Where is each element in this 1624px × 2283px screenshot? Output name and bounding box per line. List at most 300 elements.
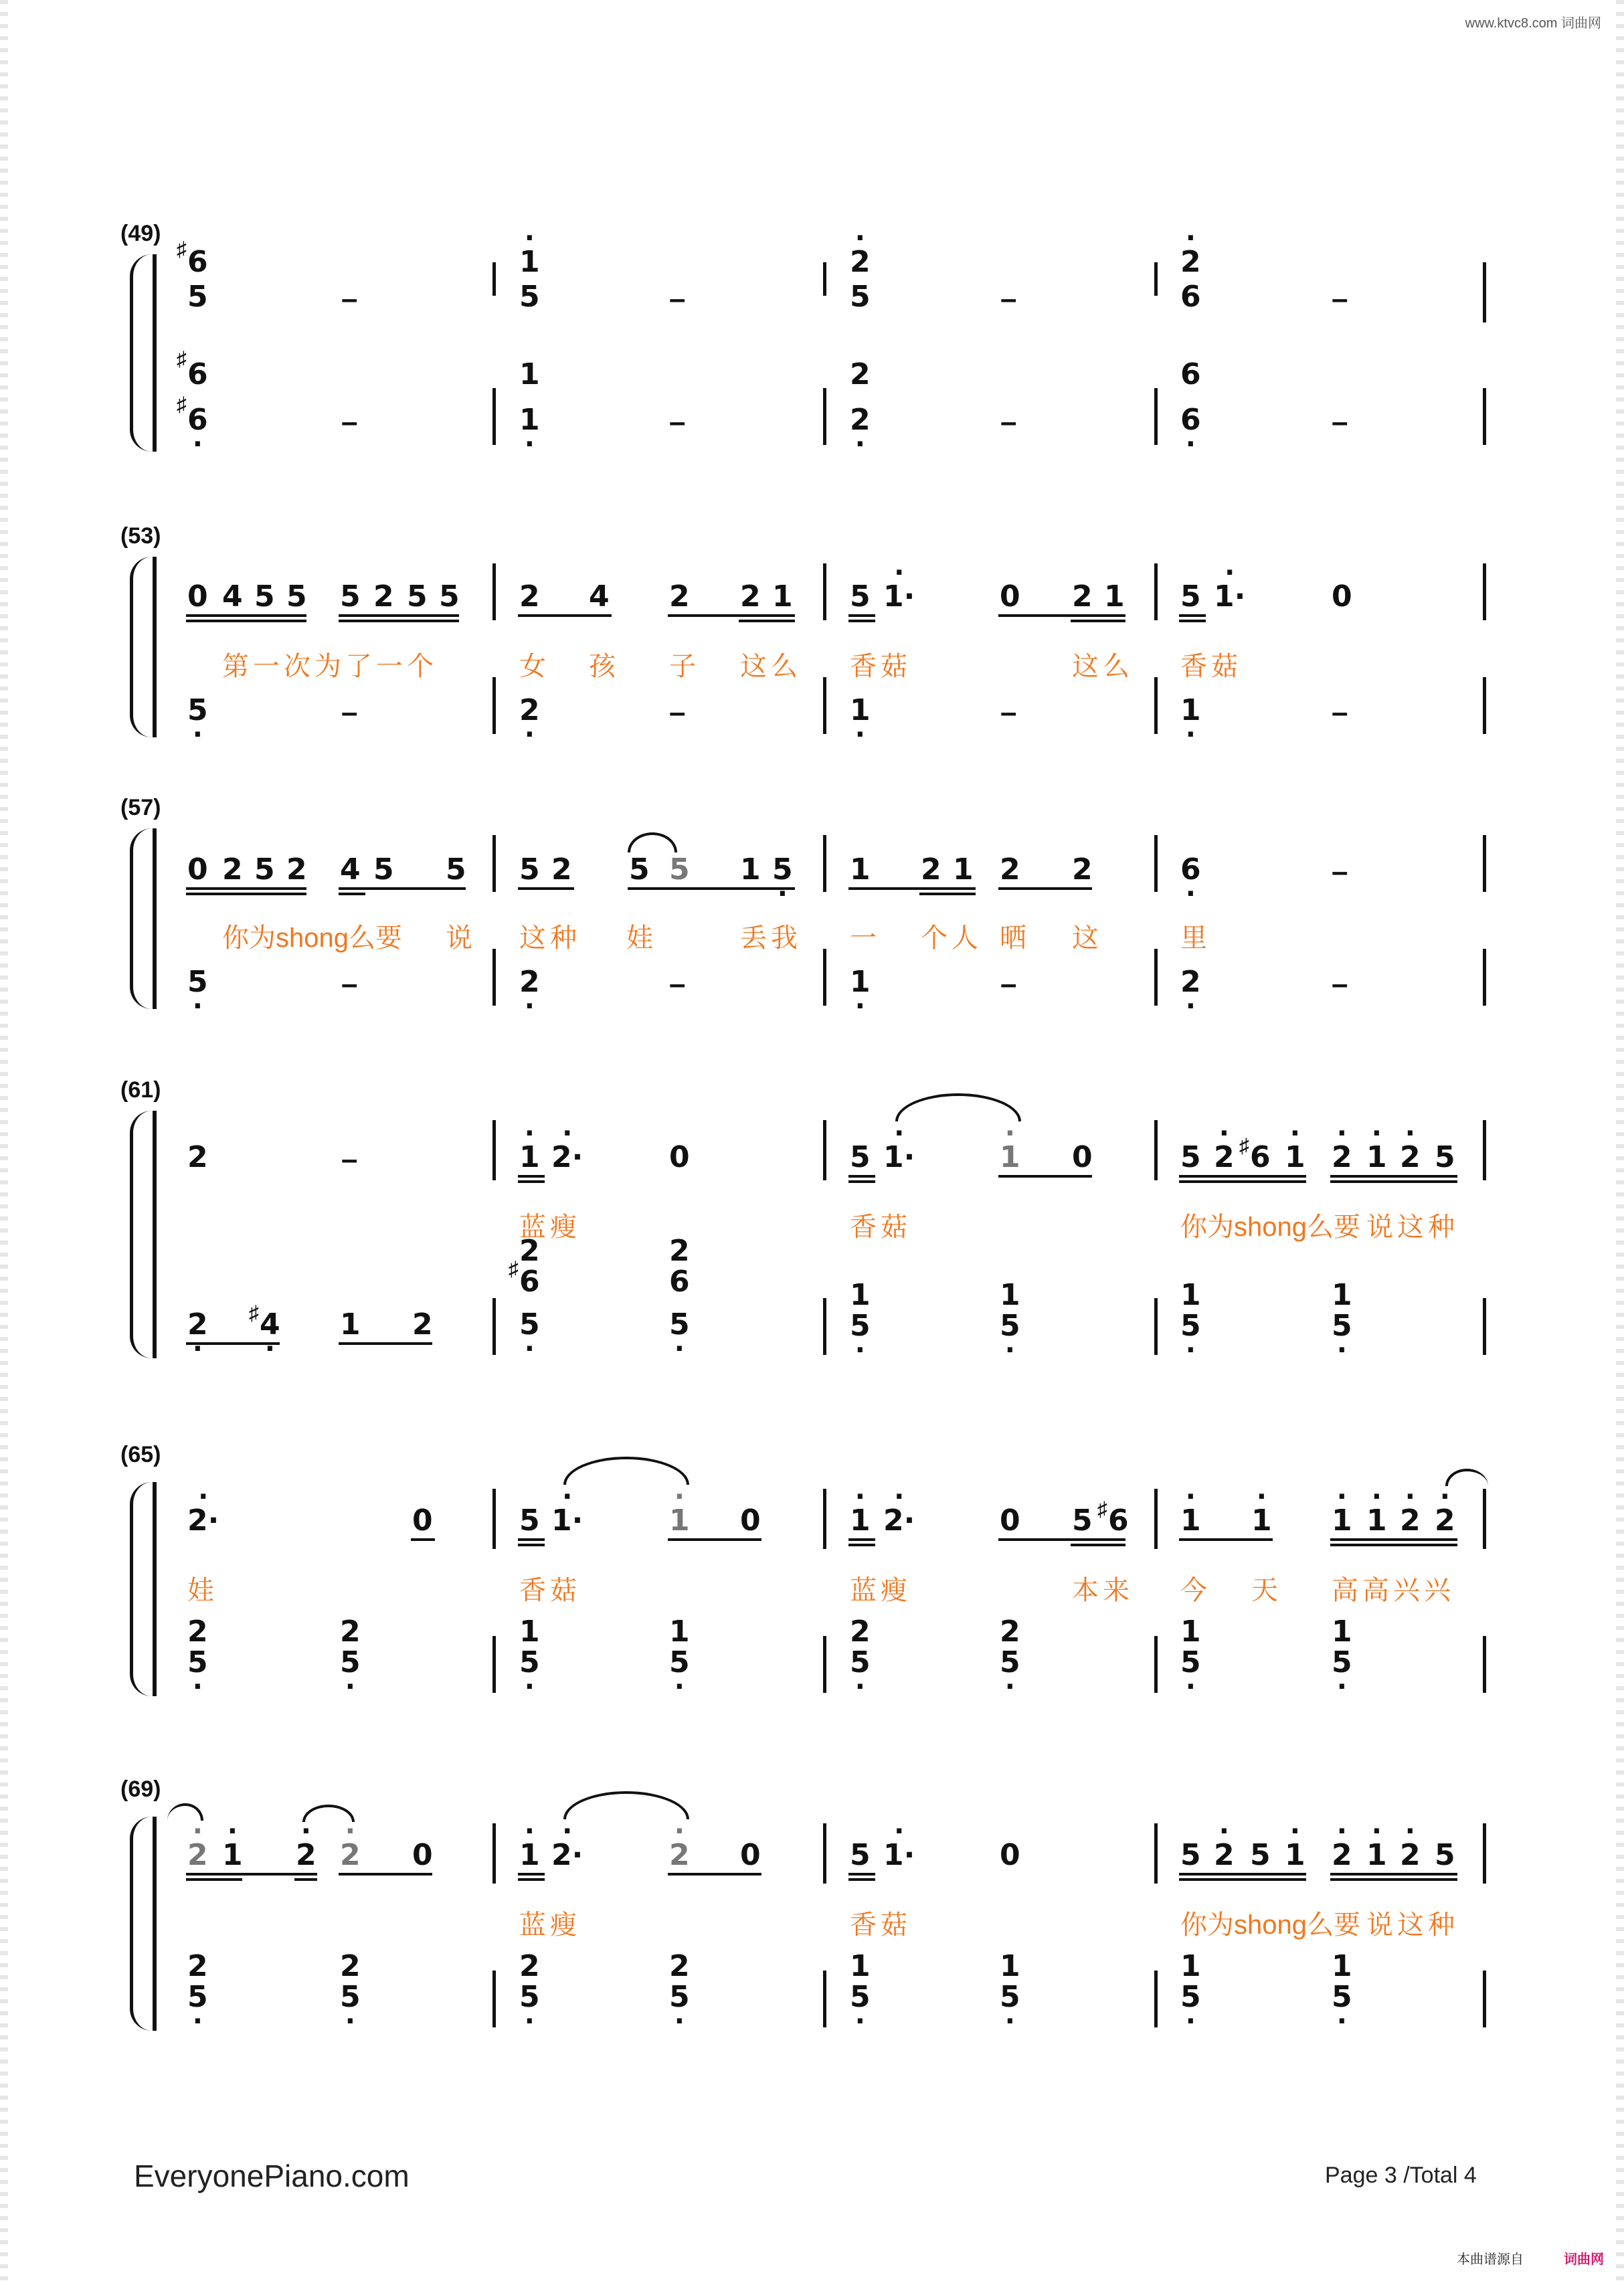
note: 5 · bbox=[340, 1648, 361, 1677]
barline bbox=[492, 835, 496, 892]
lyric: 高高兴兴 bbox=[1332, 1576, 1455, 1605]
note: 2 bbox=[740, 579, 761, 614]
beam bbox=[518, 1873, 545, 1876]
barline bbox=[1483, 1823, 1486, 1884]
beam bbox=[339, 893, 365, 895]
note: 1 · bbox=[850, 696, 871, 725]
lyric: 说 bbox=[446, 923, 476, 953]
barline bbox=[1154, 1298, 1158, 1355]
beam bbox=[518, 1544, 545, 1546]
system-line bbox=[153, 557, 157, 737]
system-brace bbox=[130, 828, 152, 1009]
barline bbox=[823, 262, 826, 296]
beam bbox=[186, 614, 306, 617]
bottom-note bbox=[1457, 2248, 1524, 2268]
beam bbox=[919, 893, 976, 895]
lyric: 本来 bbox=[1072, 1576, 1134, 1605]
note: 6 bbox=[187, 357, 208, 391]
note: 6 bbox=[1180, 280, 1201, 314]
tie bbox=[563, 1791, 689, 1819]
beam bbox=[668, 1873, 761, 1876]
note: 2 bbox=[1000, 852, 1020, 887]
lyric: 蓝瘦 bbox=[850, 1576, 911, 1605]
lyric: 你为shong么要 bbox=[222, 923, 402, 953]
note: 5 · bbox=[1332, 1648, 1352, 1677]
beam bbox=[518, 1878, 545, 1881]
sharp-sign: ♯ bbox=[509, 1258, 519, 1280]
note: 5 · bbox=[519, 1310, 540, 1340]
note: 6 · bbox=[1180, 855, 1201, 885]
lyric: 这么 bbox=[740, 652, 802, 681]
note: 5 bbox=[1180, 1838, 1201, 1872]
note: 5 bbox=[850, 1140, 871, 1174]
note: 5 bbox=[446, 852, 466, 887]
note: 5 · bbox=[1000, 1983, 1020, 2012]
note: 1 · bbox=[850, 968, 871, 997]
note: 5 · bbox=[187, 1648, 208, 1677]
note: 5 bbox=[340, 579, 361, 614]
note: · 1· bbox=[883, 582, 915, 612]
lyric: 这 bbox=[1072, 923, 1103, 953]
note: · 2· bbox=[187, 1506, 219, 1536]
note: 1 bbox=[772, 579, 793, 614]
note: 6 bbox=[187, 245, 208, 279]
lyric: 香菇 bbox=[1180, 652, 1242, 681]
note: 6 bbox=[1250, 1140, 1271, 1174]
dash: – bbox=[669, 696, 686, 729]
note: 2 bbox=[669, 1234, 690, 1268]
note: 2 bbox=[669, 1949, 690, 1983]
beam bbox=[339, 887, 466, 890]
note: · 2 bbox=[1214, 1841, 1235, 1870]
dash: – bbox=[1000, 282, 1017, 315]
header-watermark: www.ktvc8.com 词曲网 bbox=[1465, 16, 1601, 31]
note: · 1 bbox=[519, 1143, 540, 1172]
beam bbox=[1179, 1180, 1306, 1183]
note: 1 bbox=[850, 1949, 871, 1983]
note: 5 bbox=[254, 579, 275, 614]
note: 5 bbox=[850, 579, 871, 614]
beam bbox=[1330, 1180, 1457, 1183]
note: 5 · bbox=[519, 1983, 540, 2012]
note: 4 bbox=[340, 852, 361, 887]
note: 0 bbox=[412, 1838, 433, 1872]
note: · 1 bbox=[850, 1506, 871, 1536]
bottom-note-text: 本曲谱源自 bbox=[1457, 2252, 1524, 2267]
note: 5 bbox=[519, 1503, 540, 1538]
lyric: 娃 bbox=[626, 923, 657, 953]
beam bbox=[411, 1538, 435, 1541]
note: 2 · bbox=[1180, 968, 1201, 997]
lyric: 一 bbox=[850, 923, 881, 953]
barline bbox=[1154, 1636, 1158, 1693]
sharp-sign: ♯ bbox=[177, 393, 187, 416]
left-margin-strip bbox=[0, 0, 8, 2283]
beam bbox=[1179, 620, 1206, 622]
beam bbox=[1179, 1873, 1306, 1876]
beam bbox=[186, 887, 306, 890]
system-brace bbox=[130, 557, 152, 737]
note: 5 · bbox=[1180, 1311, 1201, 1341]
beam bbox=[848, 1878, 875, 1881]
system-line bbox=[153, 828, 157, 1009]
barline bbox=[823, 1120, 826, 1180]
note: 5 · bbox=[187, 968, 208, 997]
note: 0 bbox=[1000, 579, 1020, 614]
note: 5 · bbox=[669, 1648, 690, 1677]
lyric: 孩 bbox=[589, 652, 620, 681]
sharp-sign: ♯ bbox=[249, 1302, 259, 1324]
note: 2 bbox=[519, 579, 540, 614]
barline bbox=[823, 1636, 826, 1693]
note: 5 bbox=[407, 579, 428, 614]
barline bbox=[492, 1823, 496, 1884]
barline bbox=[823, 949, 826, 1006]
system-brace bbox=[130, 1111, 152, 1358]
note: 5 bbox=[850, 280, 871, 314]
barline bbox=[492, 388, 496, 445]
note: 5 bbox=[850, 1838, 871, 1872]
dash: – bbox=[341, 405, 358, 438]
note: · 1 bbox=[519, 1841, 540, 1870]
note: 2 · bbox=[519, 968, 540, 997]
system-brace bbox=[130, 1817, 152, 2031]
tie bbox=[1445, 1469, 1488, 1486]
note: 6 · bbox=[187, 405, 208, 435]
system-line bbox=[153, 1111, 157, 1358]
bar-number: (53) bbox=[120, 523, 161, 549]
note: · 2 bbox=[1435, 1506, 1455, 1536]
note: 6 bbox=[1108, 1503, 1129, 1538]
lyric: 蓝瘦 bbox=[519, 1910, 581, 1940]
note: 2 bbox=[551, 852, 572, 887]
note: 1 bbox=[1332, 1615, 1352, 1649]
note: 5 · bbox=[850, 1983, 871, 2012]
beam bbox=[186, 1873, 317, 1876]
note: 1 bbox=[669, 1615, 690, 1649]
lyric: 丢我 bbox=[740, 923, 802, 953]
note: · 2 bbox=[1400, 1143, 1421, 1172]
note: · 1· bbox=[883, 1841, 915, 1870]
note: · 1 bbox=[1366, 1841, 1387, 1870]
note: 2 bbox=[187, 1140, 208, 1174]
note: 2 bbox=[1072, 852, 1093, 887]
note: 5 bbox=[187, 280, 208, 314]
footer-site: EveryonePiano.com bbox=[134, 2159, 410, 2193]
beam bbox=[518, 1538, 545, 1541]
lyric: 香菇 bbox=[850, 1212, 911, 1242]
beam bbox=[1179, 1878, 1306, 1881]
note: 5 · bbox=[340, 1983, 361, 2012]
lyric: 这么 bbox=[1072, 652, 1134, 681]
note: · 1 bbox=[1285, 1841, 1305, 1870]
barline bbox=[823, 677, 826, 734]
note: 0 bbox=[1072, 1140, 1093, 1174]
beam bbox=[1330, 1544, 1457, 1546]
barline bbox=[492, 1636, 496, 1693]
barline bbox=[1154, 1823, 1158, 1884]
note: 2 · bbox=[850, 405, 871, 435]
note: 1 bbox=[740, 852, 761, 887]
beam bbox=[186, 620, 306, 622]
dash: – bbox=[1332, 696, 1348, 729]
barline bbox=[1483, 949, 1486, 1006]
barline bbox=[823, 1823, 826, 1884]
lyric: 香菇 bbox=[519, 1576, 581, 1605]
lyric: 子 bbox=[669, 652, 700, 681]
dash: – bbox=[1332, 968, 1348, 1000]
note: 2 bbox=[519, 1234, 540, 1268]
note: 1 · bbox=[1180, 696, 1201, 725]
system-line bbox=[153, 1482, 157, 1696]
note: 1 bbox=[850, 1278, 871, 1312]
beam bbox=[1071, 1544, 1125, 1546]
beam bbox=[998, 614, 1125, 617]
beam bbox=[1071, 620, 1125, 622]
barline bbox=[823, 1489, 826, 1549]
note: · 1 bbox=[1332, 1506, 1352, 1536]
barline bbox=[1154, 388, 1158, 445]
lyric: 你为shong么要 bbox=[1180, 1910, 1360, 1940]
lyric: 香菇 bbox=[850, 1910, 911, 1940]
note: · 1 bbox=[1366, 1506, 1387, 1536]
note: · 1 bbox=[1366, 1143, 1387, 1172]
note: · 2 bbox=[1400, 1506, 1421, 1536]
note: 5 · bbox=[519, 1648, 540, 1677]
barline bbox=[1483, 563, 1486, 620]
system-line bbox=[153, 254, 157, 452]
barline bbox=[1154, 262, 1158, 296]
barline bbox=[492, 563, 496, 620]
note: 1 bbox=[1180, 1278, 1201, 1312]
beam bbox=[339, 1342, 432, 1345]
beam bbox=[668, 1538, 761, 1541]
barline bbox=[823, 835, 826, 892]
dash: – bbox=[341, 968, 358, 1000]
sharp-sign: ♯ bbox=[177, 238, 187, 260]
note: 2 bbox=[669, 579, 690, 614]
note: 0 bbox=[740, 1503, 761, 1538]
note: 6 bbox=[1180, 357, 1201, 391]
note: 5 bbox=[629, 852, 650, 887]
beam bbox=[739, 620, 795, 622]
footer-page: Page 3 /Total 4 bbox=[1325, 2163, 1477, 2188]
note: 2 bbox=[222, 852, 243, 887]
note: 0 bbox=[1332, 579, 1352, 614]
note: 2 bbox=[187, 1949, 208, 1983]
note: · 2 bbox=[1400, 1841, 1421, 1870]
lyric: 蓝瘦 bbox=[519, 1212, 581, 1242]
note: 1 bbox=[953, 852, 974, 887]
note: · 2 bbox=[669, 1841, 690, 1870]
lyric: 香菇 bbox=[850, 652, 911, 681]
barline bbox=[492, 949, 496, 1006]
beam bbox=[1330, 1175, 1457, 1178]
dash: – bbox=[1000, 405, 1017, 438]
note: 0 bbox=[412, 1503, 433, 1538]
sharp-sign: ♯ bbox=[1097, 1498, 1107, 1520]
note: · 1 bbox=[1180, 1506, 1201, 1536]
note: 5 bbox=[1250, 1838, 1271, 1872]
barline bbox=[1483, 677, 1486, 734]
barline bbox=[1483, 835, 1486, 892]
note: · 1 bbox=[222, 1841, 243, 1870]
note: 5 bbox=[286, 579, 307, 614]
lyric: 个人 bbox=[921, 923, 982, 953]
lyric: 说这种 bbox=[1366, 1910, 1459, 1940]
beam bbox=[998, 1175, 1092, 1178]
beam bbox=[848, 887, 976, 890]
bar-number: (69) bbox=[120, 1776, 161, 1802]
barline bbox=[1154, 949, 1158, 1006]
note: 5 bbox=[1180, 579, 1201, 614]
barline bbox=[492, 1489, 496, 1549]
beam bbox=[339, 1873, 432, 1876]
barline bbox=[492, 677, 496, 734]
beam bbox=[848, 614, 875, 617]
barline bbox=[1483, 1298, 1486, 1355]
system-line bbox=[153, 1817, 157, 2031]
note: 0 bbox=[187, 852, 208, 887]
note: 6 · bbox=[1180, 405, 1201, 435]
note: 2 bbox=[187, 1615, 208, 1649]
note: 4 bbox=[589, 579, 610, 614]
note: 2 bbox=[340, 1615, 361, 1649]
note: 5 bbox=[254, 852, 275, 887]
note: · 1· bbox=[551, 1506, 583, 1536]
note: · 2· bbox=[883, 1506, 915, 1536]
note: · 2 bbox=[296, 1841, 317, 1870]
beam bbox=[848, 620, 875, 622]
barline bbox=[492, 1298, 496, 1355]
lyric: 晒 bbox=[1000, 923, 1030, 953]
note: 1 bbox=[519, 357, 540, 391]
note: 5 · bbox=[1000, 1311, 1020, 1341]
note: 5 · bbox=[669, 1310, 690, 1340]
lyric: 说这种 bbox=[1366, 1212, 1459, 1242]
dash: – bbox=[1332, 282, 1348, 315]
note: · 2 bbox=[1180, 248, 1201, 277]
dash: – bbox=[1332, 855, 1348, 888]
beam bbox=[628, 887, 795, 890]
note: 1 bbox=[1332, 1278, 1352, 1312]
dash: – bbox=[341, 282, 358, 315]
lyric: 这种 bbox=[519, 923, 581, 953]
beam bbox=[1330, 1878, 1457, 1881]
note: 5 · bbox=[850, 1648, 871, 1677]
note: 1 bbox=[1000, 1949, 1020, 1983]
barline bbox=[1483, 1489, 1486, 1549]
bottom-brand: 词曲网 bbox=[1564, 2252, 1604, 2267]
barline bbox=[1154, 1971, 1158, 2027]
bar-number: (57) bbox=[120, 795, 161, 820]
tie bbox=[563, 1457, 689, 1485]
beam bbox=[1179, 614, 1206, 617]
note: 0 bbox=[1000, 1838, 1020, 1872]
note: 2 bbox=[921, 852, 941, 887]
barline bbox=[492, 262, 496, 296]
barline bbox=[1483, 262, 1486, 323]
note: 1 bbox=[340, 1307, 361, 1342]
lyric: 天 bbox=[1251, 1576, 1282, 1605]
beam bbox=[518, 887, 574, 890]
dash: – bbox=[669, 282, 686, 315]
note: 2 bbox=[1000, 1615, 1020, 1649]
tie bbox=[895, 1093, 1021, 1121]
note: 5 bbox=[1435, 1140, 1455, 1174]
note: 1 bbox=[1180, 1615, 1201, 1649]
beam bbox=[848, 1180, 875, 1183]
system-49 bbox=[120, 221, 1492, 462]
note: 0 bbox=[1000, 1503, 1020, 1538]
note: 5 bbox=[439, 579, 460, 614]
note: · 2· bbox=[551, 1143, 583, 1172]
note: 5 bbox=[1072, 1503, 1093, 1538]
note: 2 · bbox=[187, 1310, 208, 1340]
note: 1 · bbox=[519, 405, 540, 435]
lyric: 女 bbox=[519, 652, 550, 681]
system-brace bbox=[130, 254, 152, 452]
note: · 1 bbox=[1000, 1143, 1020, 1172]
note: 6 bbox=[519, 1265, 540, 1299]
note: 2 bbox=[286, 852, 307, 887]
barline bbox=[823, 388, 826, 445]
system-57 bbox=[120, 795, 1492, 1016]
note: · 2 bbox=[1332, 1143, 1352, 1172]
note: 5 · bbox=[1180, 1648, 1201, 1677]
lyric: 第一次为了一个 bbox=[222, 652, 438, 681]
barline bbox=[1483, 1636, 1486, 1693]
note: 6 bbox=[669, 1265, 690, 1299]
beam bbox=[518, 1180, 545, 1183]
note: · 1· bbox=[1214, 582, 1245, 612]
beam bbox=[848, 1873, 875, 1876]
barline bbox=[1483, 388, 1486, 445]
right-margin-strip bbox=[1616, 0, 1624, 2283]
note: 5 · bbox=[772, 855, 793, 885]
lyric: 娃 bbox=[187, 1576, 218, 1605]
note: · 2 bbox=[1214, 1143, 1235, 1172]
note: · 2 bbox=[1332, 1841, 1352, 1870]
beam bbox=[848, 1544, 875, 1546]
note: · 1 bbox=[1251, 1506, 1272, 1536]
dash: – bbox=[341, 696, 358, 729]
note: 2 bbox=[340, 1949, 361, 1983]
beam bbox=[848, 1538, 875, 1541]
barline bbox=[823, 1971, 826, 2027]
note: 2 bbox=[412, 1307, 433, 1342]
system-69 bbox=[120, 1776, 1492, 2037]
note: 1 bbox=[1000, 1278, 1020, 1312]
barline bbox=[1154, 1489, 1158, 1549]
beam bbox=[998, 887, 1092, 890]
beam bbox=[1330, 1873, 1457, 1876]
system-53 bbox=[120, 523, 1492, 744]
tie bbox=[628, 832, 677, 852]
note: 2 bbox=[850, 357, 871, 391]
beam bbox=[1179, 1175, 1306, 1178]
note: 2 bbox=[850, 1615, 871, 1649]
note: 4 · bbox=[260, 1310, 280, 1340]
system-brace bbox=[130, 1482, 152, 1696]
note: · 1 bbox=[669, 1506, 690, 1536]
barline bbox=[823, 1298, 826, 1355]
note: · 2 bbox=[850, 248, 871, 277]
barline bbox=[1154, 677, 1158, 734]
beam bbox=[848, 1175, 875, 1178]
bar-number: (65) bbox=[120, 1442, 161, 1467]
note: 5 bbox=[1435, 1838, 1455, 1872]
